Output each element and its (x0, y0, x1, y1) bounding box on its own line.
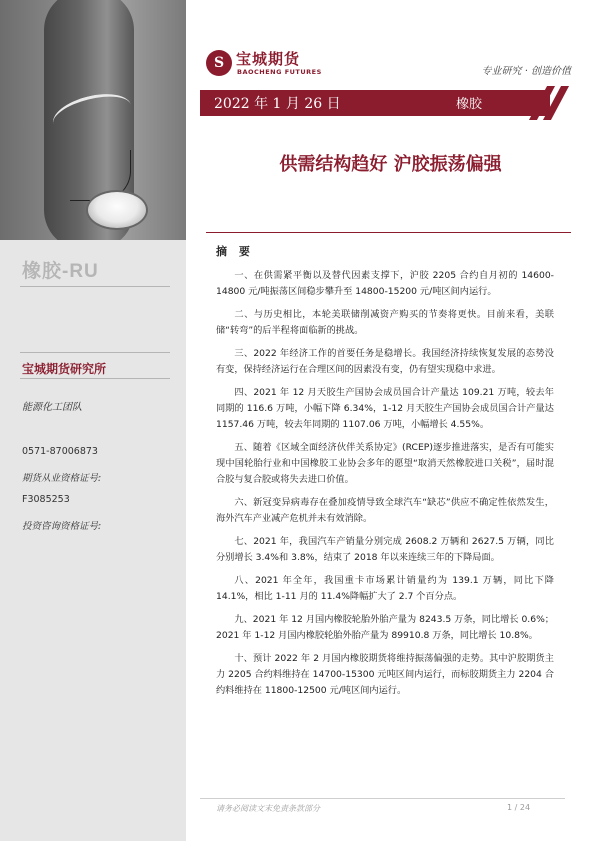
advisor-license-label: 投资咨询资格证号: (22, 521, 102, 532)
abstract-paragraph: 五、随着《区域全面经济伙伴关系协定》(RCEP)逐步推进落实，是否有可能实现中国轮胎行业和中国橡胶工业协会多年的愿望“取消天然橡胶进口关税”，届时混合胶与复合胶或将失去进口价值。 (216, 442, 554, 485)
abstract-paragraph: 二、与历史相比，本轮美联储削减资产购买的节奏将更快。目前来看，美联储“转弯”的后半程将面临新的挑战。 (216, 309, 554, 336)
institute-name: 宝城期货研究所 (22, 362, 107, 376)
license-value: F3085253 (22, 494, 70, 505)
page-number: 1 / 24 (507, 803, 531, 812)
company-logo-icon: S (206, 50, 232, 76)
abstract-paragraph: 四、2021 年 12 月天胶生产国协会成员国合计产量达 109.21 万吨，较去年同期的 116.6 万吨，小幅下降 6.34%，1-12 月天胶生产国协会成员国合计产量达 1157.46 万吨，较去年同期的 1107.06 万吨，小幅增长 4.55%。 (216, 387, 554, 430)
product-code: 橡胶-RU (22, 261, 99, 282)
abstract-paragraph: 六、新冠变异病毒存在叠加疫情导致全球汽车“缺芯”供应不确定性依然发生，海外汽车产业减产危机并未有效消除。 (216, 497, 554, 524)
phone-number: 0571-87006873 (22, 446, 98, 457)
rubber-tree-photo (0, 0, 186, 240)
abstract-heading: 摘 要 (216, 245, 254, 258)
company-name-cn: 宝城期货 (236, 50, 301, 68)
report-title: 供需结构趋好 沪胶振荡偏强 (279, 154, 502, 175)
abstract-top-rule (206, 232, 571, 233)
report-date: 2022 年 1 月 26 日 (214, 96, 341, 112)
sidebar-divider (20, 286, 170, 287)
abstract-paragraph: 三、2022 年经济工作的首要任务是稳增长。我国经济持续恢复发展的态势没有变，保持经济运行在合理区间的因素没有变，仍有望实现稳中求进。 (216, 348, 554, 375)
report-category: 橡胶 (456, 97, 483, 112)
abstract-body (216, 268, 554, 706)
abstract-paragraph: 九、2021 年 12 月国内橡胶轮胎外胎产量为 8243.5 万条，同比增长 0.6%；2021 年 1-12 月国内橡胶轮胎外胎产量为 89910.8 万条，同比增长 10.8%。 (216, 614, 554, 641)
company-slogan: 专业研究 · 创造价值 (481, 66, 571, 77)
disclaimer-note: 请务必阅读文末免责条款部分 (216, 804, 320, 813)
left-sidebar (0, 0, 186, 841)
abstract-paragraph: 八、2021 年全年，我国重卡市场累计销量约为 139.1 万辆，同比下降 14.1%，相比 1-11 月的 11.4%降幅扩大了 2.7 个百分点。 (216, 575, 554, 602)
company-name-en: BAOCHENG FUTURES (237, 68, 322, 76)
footer-rule (200, 798, 565, 799)
latex-cup (86, 190, 148, 230)
abstract-paragraph: 十、预计 2022 年 2 月国内橡胶期货将维持振荡偏强的走势。其中沪胶期货主力 2205 合约料维持在 14700-15300 元吨区间内运行，而标胶期货主力 2204 合约料维持在 11800-12500 元/吨区间内运行。 (216, 653, 554, 696)
team-name: 能源化工团队 (22, 402, 82, 413)
sidebar-divider (20, 352, 170, 353)
abstract-paragraph: 一、在供需紧平衡以及替代因素支撑下，沪胶 2205 合约自月初的 14600-14800 元/吨振荡区间稳步攀升至 14800-15200 元/吨区间内运行。 (216, 270, 554, 297)
license-label: 期货从业资格证号: (22, 473, 102, 484)
sidebar-divider (20, 378, 170, 379)
abstract-paragraph: 七、2021 年，我国汽车产销量分别完成 2608.2 万辆和 2627.5 万辆，同比分别增长 3.4%和 3.8%，结束了 2018 年以来连续三年的下降局面。 (216, 536, 554, 563)
